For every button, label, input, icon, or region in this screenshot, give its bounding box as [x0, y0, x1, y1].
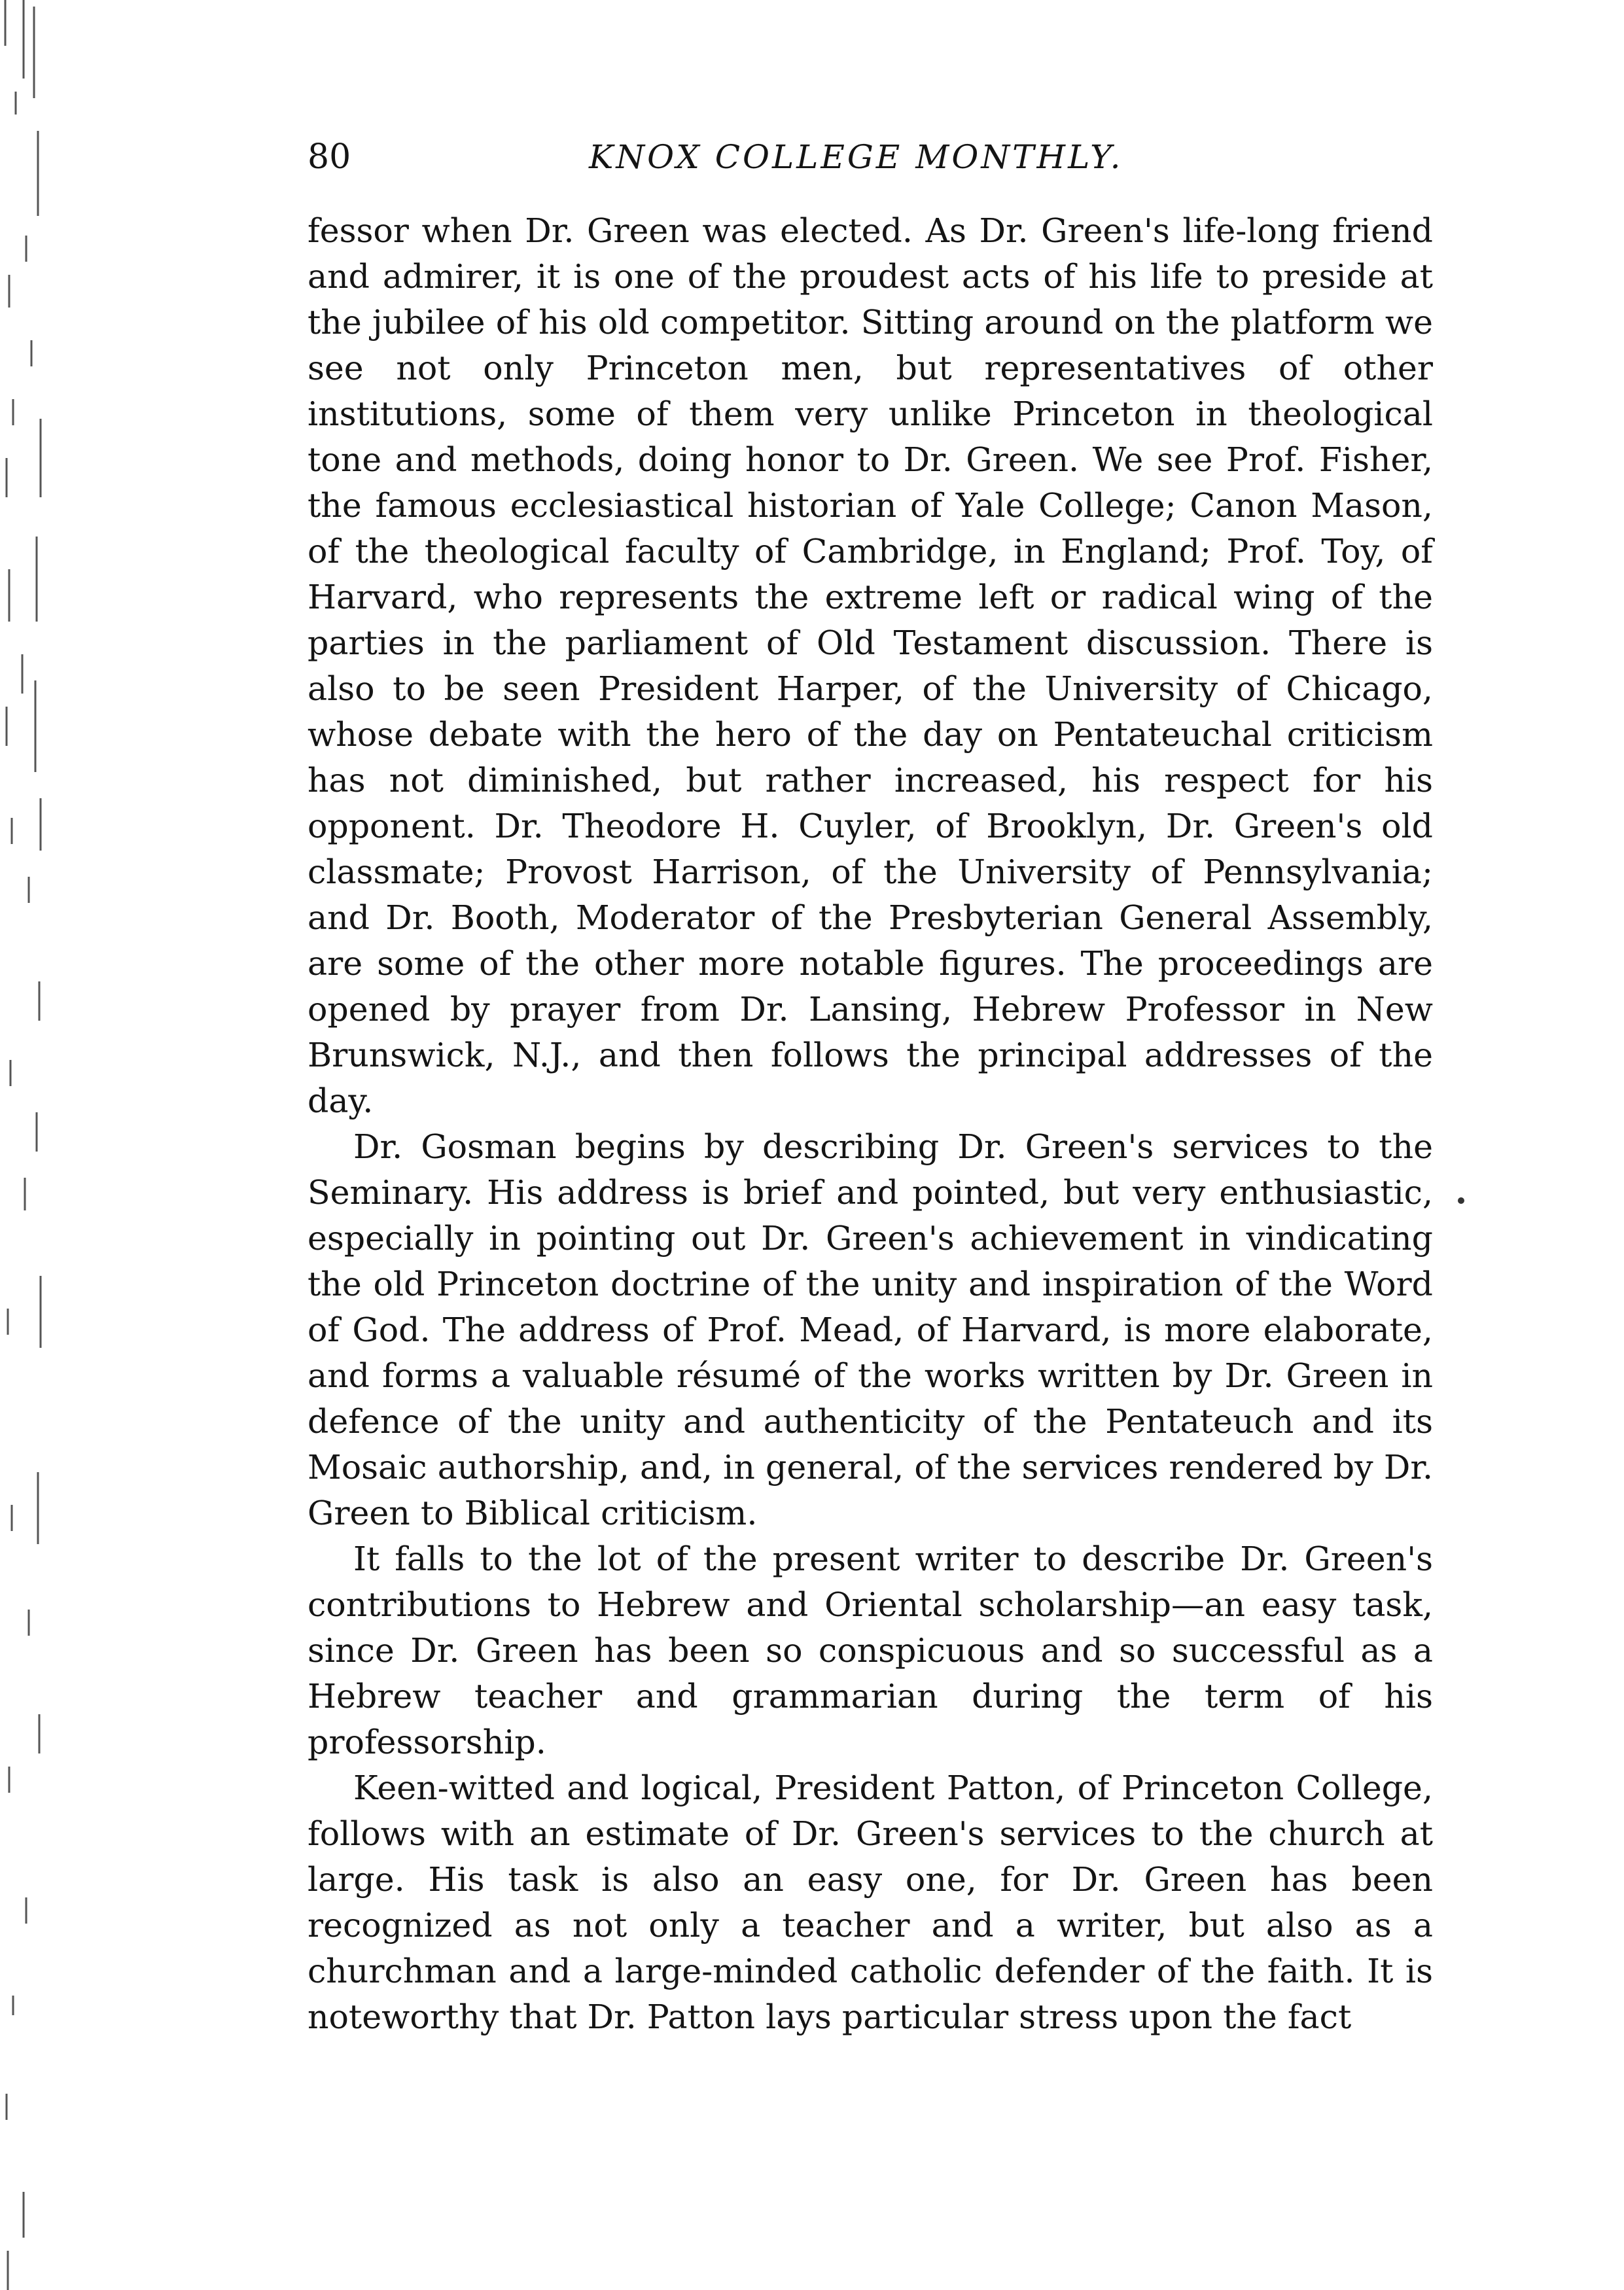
binding-gutter-marks [0, 0, 92, 2290]
article-body [308, 208, 1433, 2040]
paragraph-1: fessor when Dr. Green was elected. As Dr. Green's life-long friend and admirer, it is one of the proudest acts of his life to preside at the jubilee of his old competitor. Sitting around on the platform we see not only Princeton men, but representatives of other institutions, some of them very unlike Princeton in theological tone and methods, doing honor to Dr. Green. We see Prof. Fisher, the famous ecclesiastical historian of Yale College; Canon Mason, of the theological faculty of Cambridge, in England; Prof. Toy, of Harvard, who represents the extreme left or radical wing of the parties in the parliament of Old Testament discussion. There is also to be seen President Harper, of the University of Chicago, whose debate with the hero of the day on Pentateuchal criticism has not diminished, but rather increased, his respect for his opponent. Dr. Theodore H. Cuyler, of Brooklyn, Dr. Green's old classmate; Provost Harrison, of the University of Pennsylvania; and Dr. Booth, Moderator of the Presbyterian General Assembly, are some of the other more notable figures. The proceedings are opened by prayer from Dr. Lansing, Hebrew Professor in New Brunswick, N.J., and then follows the principal addresses of the day. [308, 211, 1433, 1120]
paragraph-4: Keen-witted and logical, President Patton, of Princeton College, follows with an estimate of Dr. Green's services to the church at large. His task is also an easy one, for Dr. Green has been recognized as not only a teacher and a writer, but also as a churchman and a large-minded catholic defender of the faith. It is noteworthy that Dr. Patton lays particular stress upon the fact [308, 1769, 1433, 2036]
page-content [308, 124, 1433, 2040]
ink-speck [1458, 1197, 1464, 1204]
paragraph-2: Dr. Gosman begins by describing Dr. Green's services to the Seminary. His address is brief and pointed, but very enthusiastic, especially in pointing out Dr. Green's achievement in vindicating the old Princeton doctrine of the unity and inspiration of the Word of God. The address of Prof. Mead, of Harvard, is more elaborate, and forms a valuable résumé of the works written by Dr. Green in defence of the unity and authenticity of the Pentateuch and its Mosaic authorship, and, in general, of the services rendered by Dr. Green to Biblical criticism. [308, 1127, 1433, 1532]
journal-title: KNOX COLLEGE MONTHLY. [589, 138, 1123, 176]
running-head [308, 124, 1433, 190]
paragraph-3: It falls to the lot of the present writer to describe Dr. Green's contributions to Hebrew and Oriental scholarship—an easy task, since Dr. Green has been so conspicuous and so successful as a Hebrew teacher and grammarian during the term of his professorship. [308, 1540, 1433, 1761]
page-number: 80 [308, 137, 351, 177]
